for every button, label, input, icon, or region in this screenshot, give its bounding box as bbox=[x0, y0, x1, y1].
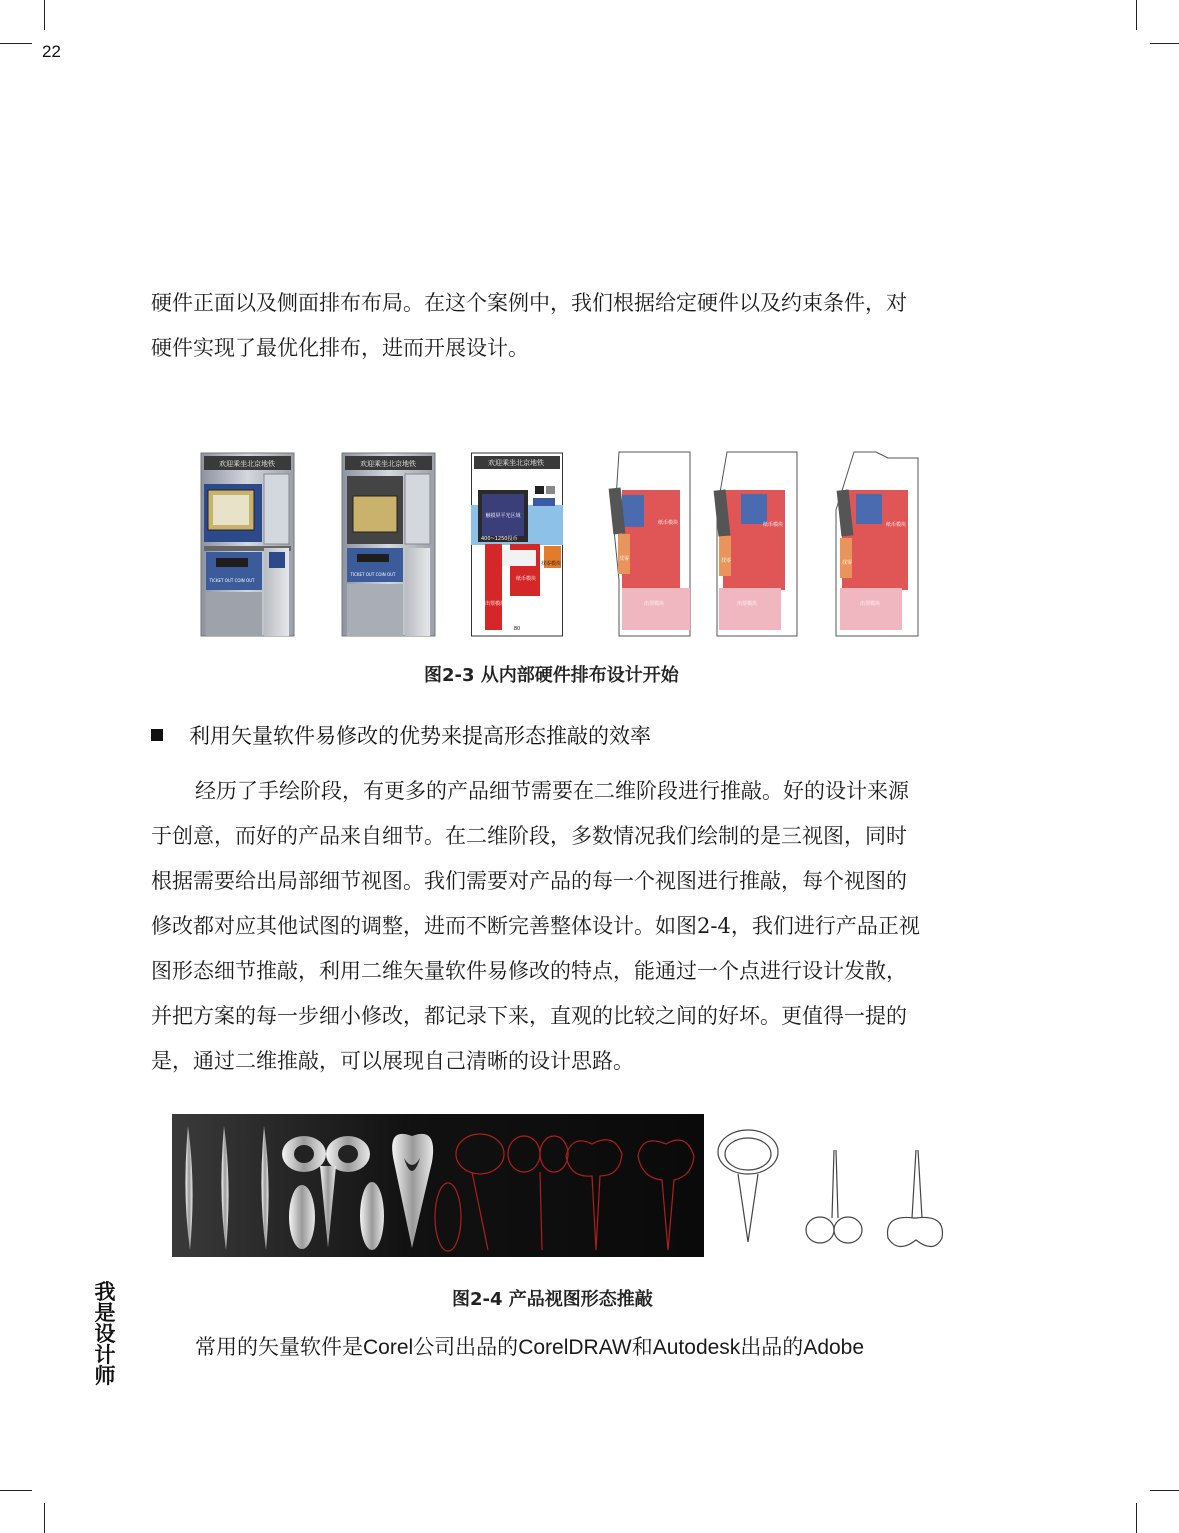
text-line: 硬件实现了最优化排布，进而开展设计。 bbox=[151, 336, 529, 360]
body-paragraph bbox=[151, 769, 961, 1084]
text-run: 出品的 bbox=[740, 1335, 804, 1359]
svg-text:触摸屏平光区域: 触摸屏平光区域 bbox=[485, 513, 521, 519]
text-line: 修改都对应其他试图的调整，进而不断完善整体设计。如图2-4，我们进行产品正视 bbox=[151, 914, 920, 938]
text-line: 于创意，而好的产品来自细节。在二维阶段，多数情况我们绘制的是三视图，同时 bbox=[151, 824, 907, 848]
text-line bbox=[151, 1325, 961, 1370]
text-run: Corel bbox=[363, 1336, 414, 1359]
crop-mark bbox=[0, 43, 32, 44]
svg-text:400~1250投币: 400~1250投币 bbox=[481, 536, 518, 542]
svg-text:纸币模块: 纸币模块 bbox=[658, 520, 679, 526]
page-number: 22 bbox=[42, 42, 61, 61]
text-run: Autodesk bbox=[652, 1336, 741, 1359]
hardware-layout-side-view-1 bbox=[609, 452, 690, 636]
side-title-char: 师 bbox=[94, 1364, 116, 1388]
side-book-title bbox=[92, 1282, 118, 1387]
svg-text:找零: 找零 bbox=[619, 556, 630, 562]
text-line: 是，通过二维推敲，可以展现自己清晰的设计思路。 bbox=[151, 1049, 634, 1073]
svg-text:找零: 找零 bbox=[721, 558, 732, 564]
crop-mark bbox=[1150, 43, 1179, 44]
svg-text:纸币模块: 纸币模块 bbox=[886, 522, 907, 528]
svg-text:纸币模块: 纸币模块 bbox=[763, 522, 784, 528]
svg-text:欢迎乘坐北京地铁: 欢迎乘坐北京地铁 bbox=[360, 460, 416, 468]
text-run: 常用的矢量软件是 bbox=[195, 1335, 363, 1359]
side-title-char: 设 bbox=[94, 1322, 116, 1346]
crop-mark bbox=[1150, 1490, 1179, 1491]
svg-text:出票模块: 出票模块 bbox=[644, 601, 665, 607]
intro-paragraph bbox=[151, 281, 961, 371]
text-run: 公司出品的 bbox=[413, 1335, 519, 1359]
section-heading-text: 利用矢量软件易修改的优势来提高形态推敲的效率 bbox=[189, 724, 651, 748]
svg-text:TICKET OUT COIN OUT: TICKET OUT COIN OUT bbox=[209, 578, 255, 583]
hardware-layout-side-view-3 bbox=[836, 452, 918, 636]
ticket-machine-render-1 bbox=[201, 453, 294, 636]
crop-mark bbox=[44, 1503, 45, 1533]
figure-2-3-image bbox=[198, 450, 926, 640]
section-heading bbox=[151, 720, 651, 750]
figure-2-3-caption: 图2-3 从内部硬件排布设计开始 bbox=[424, 665, 679, 686]
figure-2-4-image bbox=[172, 1114, 948, 1260]
svg-text:出票模块: 出票模块 bbox=[860, 601, 881, 607]
hardware-layout-front-schematic bbox=[471, 453, 563, 636]
crop-mark bbox=[1136, 0, 1137, 30]
svg-text:找零模块: 找零模块 bbox=[541, 561, 562, 567]
side-title-char: 是 bbox=[94, 1301, 116, 1325]
svg-text:80: 80 bbox=[513, 626, 521, 632]
svg-text:找零: 找零 bbox=[842, 560, 853, 566]
text-line: 硬件正面以及侧面排布布局。在这个案例中，我们根据给定硬件以及约束条件，对 bbox=[151, 291, 907, 315]
scissors-line-drawings bbox=[718, 1130, 942, 1247]
side-title-char: 我 bbox=[94, 1280, 116, 1304]
side-title-char: 计 bbox=[94, 1343, 116, 1367]
svg-text:纸币模块: 纸币模块 bbox=[516, 576, 537, 582]
svg-text:出票模块: 出票模块 bbox=[485, 601, 506, 607]
last-paragraph-line bbox=[151, 1325, 961, 1370]
bullet-square-icon bbox=[151, 729, 163, 741]
text-line: 图形态细节推敲，利用二维矢量软件易修改的特点，能通过一个点进行设计发散， bbox=[151, 959, 907, 983]
text-run: CorelDRAW bbox=[518, 1336, 632, 1359]
crop-mark bbox=[1136, 1503, 1137, 1533]
svg-text:欢迎乘坐北京地铁: 欢迎乘坐北京地铁 bbox=[219, 460, 275, 468]
text-run: Adobe bbox=[803, 1336, 865, 1359]
text-line: 根据需要给出局部细节视图。我们需要对产品的每一个视图进行推敲，每个视图的 bbox=[151, 869, 907, 893]
text-line: 并把方案的每一步细小修改，都记录下来，直观的比较之间的好坏。更值得一提的 bbox=[151, 1004, 907, 1028]
crop-mark bbox=[0, 1490, 32, 1491]
svg-text:TICKET OUT COIN OUT: TICKET OUT COIN OUT bbox=[350, 572, 396, 577]
hardware-layout-side-view-2 bbox=[714, 452, 797, 636]
ticket-machine-render-2 bbox=[342, 453, 435, 636]
figure-2-4-caption: 图2-4 产品视图形态推敲 bbox=[452, 1289, 653, 1310]
text-line: 经历了手绘阶段，有更多的产品细节需要在二维阶段进行推敲。好的设计来源 bbox=[195, 779, 909, 803]
svg-text:欢迎乘坐北京地铁: 欢迎乘坐北京地铁 bbox=[488, 459, 544, 467]
crop-mark bbox=[44, 0, 45, 30]
text-run: 和 bbox=[631, 1335, 653, 1359]
svg-text:出票模块: 出票模块 bbox=[737, 601, 758, 607]
